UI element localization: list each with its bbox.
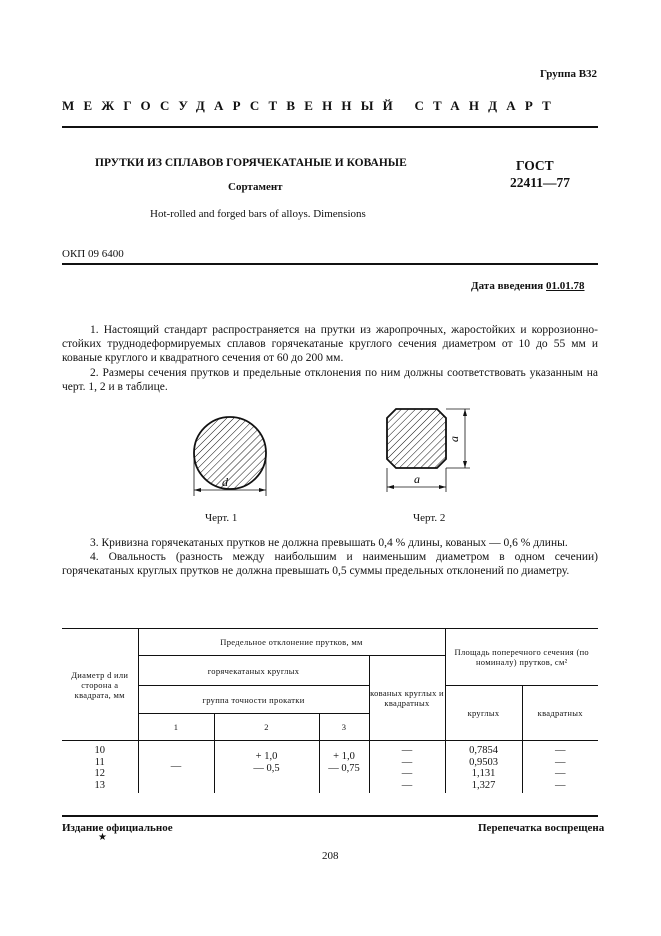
header-square: квадратных: [522, 686, 598, 741]
header-accuracy-group: группа точности прокатки: [138, 686, 369, 714]
cell-group-3: + 1,0 — 0,75: [319, 741, 369, 793]
footer-reprint-prohibited: Перепечатка воспрещена: [478, 822, 605, 834]
header-area: Площадь поперечного сечения (по номиналу) прутков, см²: [445, 629, 598, 686]
fig1-dimension-d: d: [222, 475, 228, 489]
gost-label: ГОСТ: [516, 158, 554, 173]
document-subtitle: Сортамент: [228, 181, 283, 193]
date-value: 01.01.78: [546, 280, 585, 292]
header-group-2: 2: [214, 714, 319, 741]
classification-group: Группа В32: [540, 68, 598, 80]
gost-designation: [510, 157, 570, 191]
footer-official-edition: Издание официальное: [62, 822, 173, 834]
fig2-dimension-a-bottom: a: [414, 472, 420, 486]
gost-number: 22411—77: [510, 175, 571, 190]
header-round: круглых: [445, 686, 522, 741]
paragraph-2: 2. Размеры сечения прутков и предельные отклонения по ним должны соответствовать указанным на черт. 1, 2 и в таблице.: [62, 366, 598, 393]
paragraphs-1-2: [62, 323, 598, 394]
cell-group-2: + 1,0 — 0,5: [214, 741, 319, 793]
paragraph-4: 4. Овальность (разность между наибольшим и наименьшим диаметром в одном сечении) горячекатаных круглых прутков не должна превышать 0,5 суммы предельных отклонений по диаметру.: [62, 551, 598, 578]
header-forged: кованых круглых и квадратных: [369, 656, 445, 741]
paragraphs-3-4: [62, 536, 598, 579]
star-icon: ★: [98, 832, 107, 843]
header-group-1: 1: [138, 714, 214, 741]
footer-rule: [62, 815, 598, 817]
okp-rule: [62, 263, 598, 265]
figure-1-caption: Черт. 1: [205, 512, 238, 524]
header-hot-rolled: горячекатаных круглых: [138, 656, 369, 686]
page-number: 208: [322, 850, 339, 862]
cell-group-1: —: [138, 741, 214, 793]
paragraph-3: 3. Кривизна горячекатаных прутков не должна превышать 0,4 % длины, кованых — 0,6 % длины.: [90, 537, 568, 549]
header-group-3: 3: [319, 714, 369, 741]
header-diameter: Диаметр d или сторона a квадрата, мм: [62, 629, 138, 741]
assortment-table: [62, 628, 598, 793]
paragraph-1: 1. Настоящий стандарт распространяется на прутки из жаропрочных, жаростойких и коррозионно-стойких труднодеформируемых сплавов горячекатаные круглого сечения диаметром от 10 до 55 мм и кованые круглого и квадратного сечения от 60 до 200 мм.: [62, 324, 598, 365]
header-tolerance: Предельное отклонение прутков, мм: [138, 629, 445, 656]
header-rule: [62, 126, 598, 128]
cell-area-square: — — — —: [522, 741, 598, 793]
date-label: Дата введения: [471, 280, 544, 292]
standard-banner: МЕЖГОСУДАРСТВЕННЫЙ СТАНДАРТ: [62, 98, 561, 113]
okp-code: ОКП 09 6400: [62, 248, 124, 260]
cell-forged: — — — —: [369, 741, 445, 793]
document-title: ПРУТКИ ИЗ СПЛАВОВ ГОРЯЧЕКАТАНЫЕ И КОВАНЫЕ: [95, 157, 407, 169]
english-title: Hot-rolled and forged bars of alloys. Dimensions: [150, 208, 366, 220]
cell-area-round: 0,7854 0,9503 1,131 1,327: [445, 741, 522, 793]
figure-2-caption: Черт. 2: [413, 512, 446, 524]
figure-1-round-section: [180, 408, 280, 508]
fig2-dimension-a-side: a: [447, 436, 461, 442]
effective-date: [471, 280, 585, 292]
cell-diameters: 10 11 12 13: [62, 741, 138, 793]
figure-2-square-section: [380, 402, 475, 497]
